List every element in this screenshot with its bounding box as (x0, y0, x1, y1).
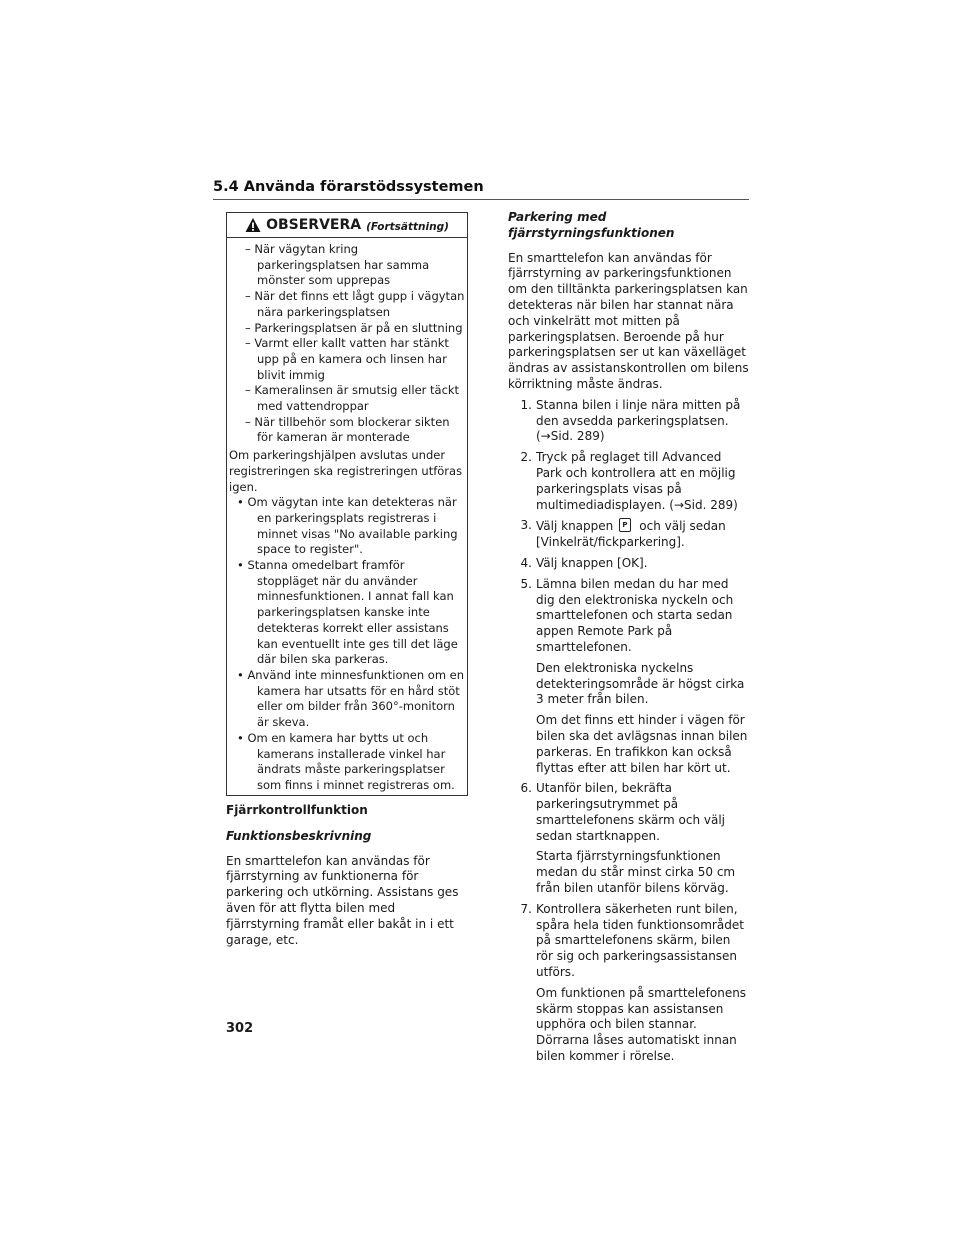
step-text: Stanna bilen i linje nära mitten på den avsedda parkeringsplatsen. (→Sid. 289) (536, 397, 741, 444)
step-item (508, 450, 750, 513)
subsection-heading: Funktionsbeskrivning (226, 828, 372, 843)
caution-subtitle: (Fortsättning) (366, 220, 449, 233)
step-item (508, 556, 750, 572)
step-item (508, 902, 750, 981)
bullet-item: • Stanna omedelbart framför stoppläget när du använder minnesfunktionen. I annat fall kan parkeringsplatsen kanske inte detekteras korrekt eller assistans kan eventuellt inte ges till det läge där bilen ska parkeras. (237, 558, 458, 667)
step-item (508, 398, 750, 445)
step-item (508, 518, 750, 551)
step-text: Lämna bilen medan du har med dig den elektroniska nyckeln och smarttelefonen och starta sedan appen Remote Park på smarttelefonen. (536, 576, 734, 654)
parking-button-icon (619, 518, 631, 532)
step-number: 7. (520, 901, 532, 916)
step-item (508, 577, 750, 656)
caution-paragraph: Om parkeringshjälpen avslutas under registreringen ska registreringen utföras igen. (229, 448, 463, 494)
step-number: 2. (520, 450, 532, 465)
caution-box (226, 212, 468, 796)
step-text: Kontrollera säkerheten runt bilen, spåra hela tiden funktionsområdet på smarttelefonens skärm, bilen rör sig och parkeringsassistansen utförs. (536, 901, 744, 980)
remote-function-section (226, 803, 470, 948)
step-note: Starta fjärrstyrningsfunktionen medan du står minst cirka 50 cm från bilen utanför bilens körväg. (536, 849, 736, 896)
dash-item: – Varmt eller kallt vatten har stänkt upp på en kamera och linsen har blivit immig (245, 336, 449, 382)
bullet-item: • Använd inte minnesfunktionen om en kamera har utsatts för en hård stöt eller om bilder från 360°-monitorn är skeva. (237, 667, 465, 730)
dash-item: – När tillbehör som blockerar sikten för kameran är monterade (245, 414, 450, 445)
dash-item: – Parkeringsplatsen är på en sluttning (245, 320, 463, 335)
caution-body (227, 238, 467, 794)
step-text-part: och välj sedan [Vinkelrät/fickparkering]. (536, 519, 726, 550)
dash-item: – Kameralinsen är smutsig eller täckt med vattendroppar (245, 383, 460, 414)
svg-text:P: P (622, 521, 628, 530)
caution-header (227, 213, 467, 238)
intro-paragraph: En smarttelefon kan användas för fjärrstyrning av parkeringsfunktionen om den tilltänkta parkeringsplatsen kan detekteras när bilen har stannat nära och vinkelrätt mot mitten på parkeringsplatsen. Beroende på hur parkeringsplatsen ser ut kan växelläget ändras av assistanskontrollen om bilens körriktning måste ändras. (508, 250, 749, 391)
dash-item: – När det finns ett lågt gupp i vägytan nära parkeringsplatsen (245, 289, 465, 319)
page-number: 302 (226, 1021, 254, 1036)
step-note: Om funktionen på smarttelefonens skärm stoppas kan assistansen upphöra och bilen stannar. Dörrarna låses automatiskt innan bilen kommer i rörelse. (536, 985, 747, 1064)
step-text-part: Välj knappen (536, 519, 614, 534)
step-number: 4. (520, 555, 532, 570)
step-text (536, 518, 750, 551)
step-text: Utanför bilen, bekräfta parkeringsutrymmet på smarttelefonens skärm och välj sedan startknappen. (536, 781, 726, 843)
step-note: Om det finns ett hinder i vägen för bilen ska det avlägsnas innan bilen parkeras. En trafikkon kan också flyttas efter att bilen har kört ut. (536, 713, 748, 775)
step-number: 6. (520, 781, 532, 796)
step-note: Den elektroniska nyckelns detekteringsområde är högst cirka 3 meter från bilen. (536, 660, 745, 707)
section-header: 5.4 Använda förarstödssystemen (213, 179, 749, 200)
step-number: 3. (520, 518, 532, 533)
step-item (508, 781, 750, 844)
warning-triangle-icon (245, 217, 261, 233)
step-number: 1. (520, 397, 532, 412)
subsection-heading: Parkering med fjärrstyrningsfunktionen (508, 210, 675, 240)
section-heading: Fjärrkontrollfunktion (226, 803, 368, 817)
bullet-item: • Om en kamera har bytts ut och kamerans installerade vinkel har ändrats måste parkeringsplatser som finns i minnet registreras om. (237, 730, 455, 792)
bullet-item: • Om vägytan inte kan detekteras när en parkeringsplats registreras i minnet visas "No available parking space to register". (237, 495, 458, 557)
remote-parking-section (508, 210, 750, 1070)
step-text: Tryck på reglaget till Advanced Park och kontrollera att en möjlig parkeringsplats visas på multimediadisplayen. (→Sid. 289) (536, 450, 738, 512)
step-text: Välj knappen [OK]. (536, 555, 648, 570)
dash-item: – När vägytan kring parkeringsplatsen har samma mönster som upprepas (245, 242, 430, 288)
description-paragraph: En smarttelefon kan användas för fjärrstyrning av funktionerna för parkering och utkörning. Assistans ges även för att flytta bilen med fjärrstyrning framåt eller bakåt in i ett garage, etc. (226, 853, 459, 947)
caution-title: OBSERVERA (266, 217, 362, 233)
step-number: 5. (520, 576, 532, 591)
